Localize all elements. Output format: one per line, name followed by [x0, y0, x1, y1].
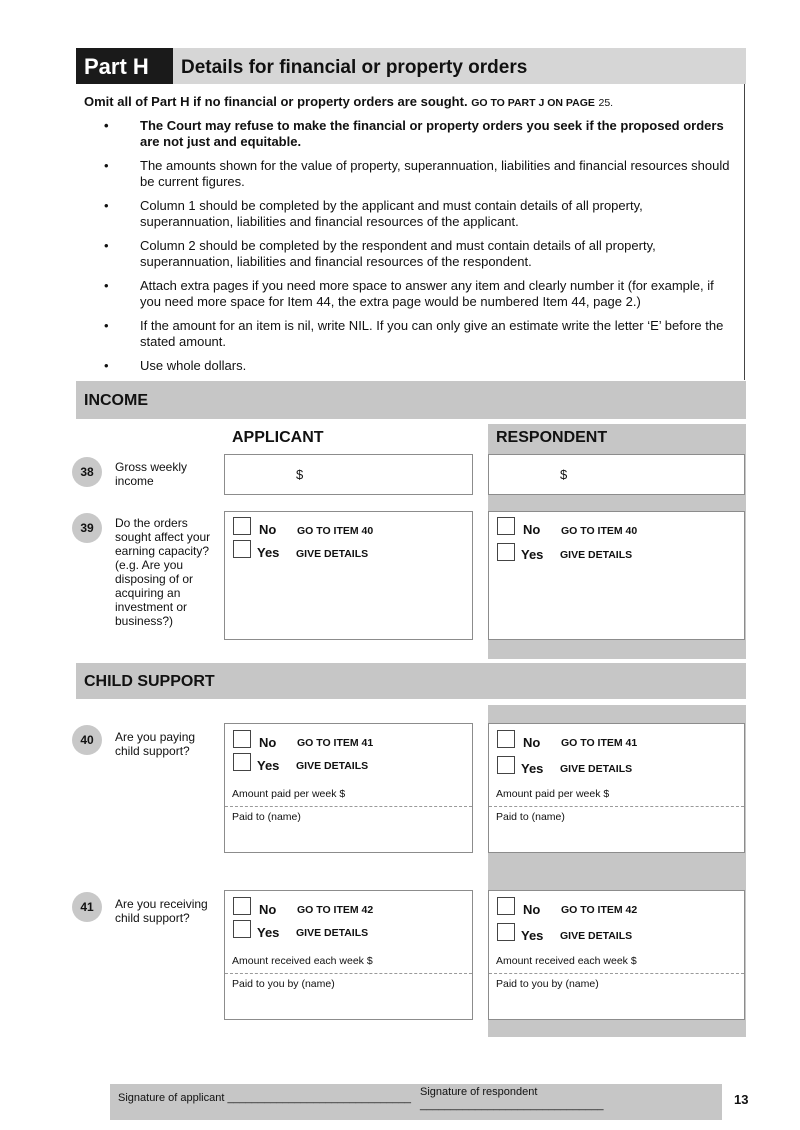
- income-section-heading: INCOME: [76, 381, 746, 419]
- instruction-item: • Use whole dollars.: [100, 358, 736, 374]
- goto-label: GO TO ITEM 41: [297, 737, 374, 749]
- yes-checkbox[interactable]: [497, 543, 515, 561]
- respondent-item-39-box: [488, 511, 745, 640]
- omit-instruction: [84, 94, 613, 109]
- respondent-signature-field[interactable]: ______________________________: [420, 1099, 604, 1111]
- divider: [489, 806, 744, 807]
- instruction-item: • The Court may refuse to make the financial or property orders you seek if the proposed orders are not just and equitable.: [100, 118, 736, 150]
- goto-label: GO TO ITEM 40: [561, 525, 638, 537]
- give-details-label: GIVE DETAILS: [296, 927, 369, 939]
- yes-label: Yes: [521, 761, 544, 776]
- instruction-item: • If the amount for an item is nil, write NIL. If you can only give an estimate write the letter ‘E’ before the stated amount.: [100, 318, 736, 350]
- give-details-label: GIVE DETAILS: [560, 930, 633, 942]
- intro-border: [744, 84, 745, 380]
- omit-page: 25.: [598, 97, 614, 109]
- item-38-label: Gross weekly income: [115, 460, 188, 488]
- divider: [225, 806, 472, 807]
- item-number-40: 40: [72, 725, 102, 755]
- omit-goto: GO TO PART J ON PAGE: [471, 97, 595, 109]
- goto-label: GO TO ITEM 42: [297, 904, 374, 916]
- yes-label: Yes: [257, 545, 280, 560]
- no-checkbox[interactable]: [233, 897, 251, 915]
- no-label: No: [259, 735, 277, 750]
- applicant-income-field[interactable]: [224, 454, 473, 495]
- applicant-column-heading: APPLICANT: [232, 429, 324, 446]
- yes-checkbox[interactable]: [497, 756, 515, 774]
- amount-label: Amount received each week $: [496, 955, 637, 967]
- page-number: 13: [734, 1092, 749, 1107]
- no-checkbox[interactable]: [497, 897, 515, 915]
- yes-label: Yes: [521, 928, 544, 943]
- no-checkbox[interactable]: [497, 730, 515, 748]
- no-label: No: [259, 902, 277, 917]
- instruction-item: • Attach extra pages if you need more space to answer any item and clearly number it (for example, if you need more space for Item 44, the extra page would be numbered Item 44, page 2.): [100, 278, 736, 310]
- yes-checkbox[interactable]: [233, 920, 251, 938]
- child-support-section-heading: CHILD SUPPORT: [76, 663, 746, 699]
- no-label: No: [259, 522, 277, 537]
- item-41-label: Are you receiving child support?: [115, 897, 208, 925]
- respondent-income-field[interactable]: [488, 454, 745, 495]
- item-number-39: 39: [72, 513, 102, 543]
- applicant-item-40-box: [224, 723, 473, 853]
- signature-footer: [110, 1084, 722, 1120]
- no-checkbox[interactable]: [233, 730, 251, 748]
- amount-label: Amount received each week $: [232, 955, 373, 967]
- yes-label: Yes: [521, 547, 544, 562]
- instructions-list: [100, 118, 736, 382]
- amount-label: Amount paid per week $: [496, 788, 610, 800]
- amount-label: Amount paid per week $: [232, 788, 346, 800]
- give-details-label: GIVE DETAILS: [296, 760, 369, 772]
- respondent-item-41-box: [488, 890, 745, 1020]
- give-details-label: GIVE DETAILS: [560, 763, 633, 775]
- item-40-label: Are you paying child support?: [115, 730, 196, 758]
- item-39-label: Do the orders sought affect your earning capacity? (e.g. Are you disposing of or acquiring an investment or business?): [115, 516, 211, 628]
- yes-label: Yes: [257, 925, 280, 940]
- instruction-item: • The amounts shown for the value of property, superannuation, liabilities and financial resources should be current figures.: [100, 158, 736, 190]
- goto-label: GO TO ITEM 40: [297, 525, 374, 537]
- no-label: No: [523, 902, 541, 917]
- omit-text: Omit all of Part H if no financial or property orders are sought.: [84, 94, 468, 109]
- part-label: Part H: [76, 48, 173, 84]
- paid-to-label: Paid to you by (name): [496, 978, 599, 990]
- goto-label: GO TO ITEM 42: [561, 904, 638, 916]
- give-details-label: GIVE DETAILS: [296, 548, 369, 560]
- no-label: No: [523, 735, 541, 750]
- no-checkbox[interactable]: [233, 517, 251, 535]
- instruction-item: • Column 1 should be completed by the applicant and must contain details of all property, superannuation, liabilities and financial resources of the applicant.: [100, 198, 736, 230]
- yes-checkbox[interactable]: [233, 540, 251, 558]
- item-number-38: 38: [72, 457, 102, 487]
- yes-label: Yes: [257, 758, 280, 773]
- paid-to-label: Paid to (name): [496, 811, 565, 823]
- applicant-item-41-box: [224, 890, 473, 1020]
- respondent-column-heading: RESPONDENT: [496, 429, 608, 446]
- give-details-label: GIVE DETAILS: [560, 549, 633, 561]
- applicant-item-39-box: [224, 511, 473, 640]
- no-label: No: [523, 522, 541, 537]
- yes-checkbox[interactable]: [497, 923, 515, 941]
- part-title: Details for financial or property orders: [181, 57, 528, 78]
- dollar-sign: $: [296, 467, 304, 482]
- paid-to-label: Paid to (name): [232, 811, 301, 823]
- no-checkbox[interactable]: [497, 517, 515, 535]
- divider: [489, 973, 744, 974]
- item-number-41: 41: [72, 892, 102, 922]
- divider: [225, 973, 472, 974]
- yes-checkbox[interactable]: [233, 753, 251, 771]
- goto-label: GO TO ITEM 41: [561, 737, 638, 749]
- paid-to-label: Paid to you by (name): [232, 978, 335, 990]
- instruction-item: • Column 2 should be completed by the respondent and must contain details of all property, superannuation, liabilities and financial resources of the respondent.: [100, 238, 736, 270]
- respondent-signature-label: Signature of respondent: [420, 1086, 538, 1098]
- applicant-signature-field[interactable]: Signature of applicant ______________________________: [118, 1092, 411, 1104]
- respondent-item-40-box: [488, 723, 745, 853]
- dollar-sign: $: [560, 467, 568, 482]
